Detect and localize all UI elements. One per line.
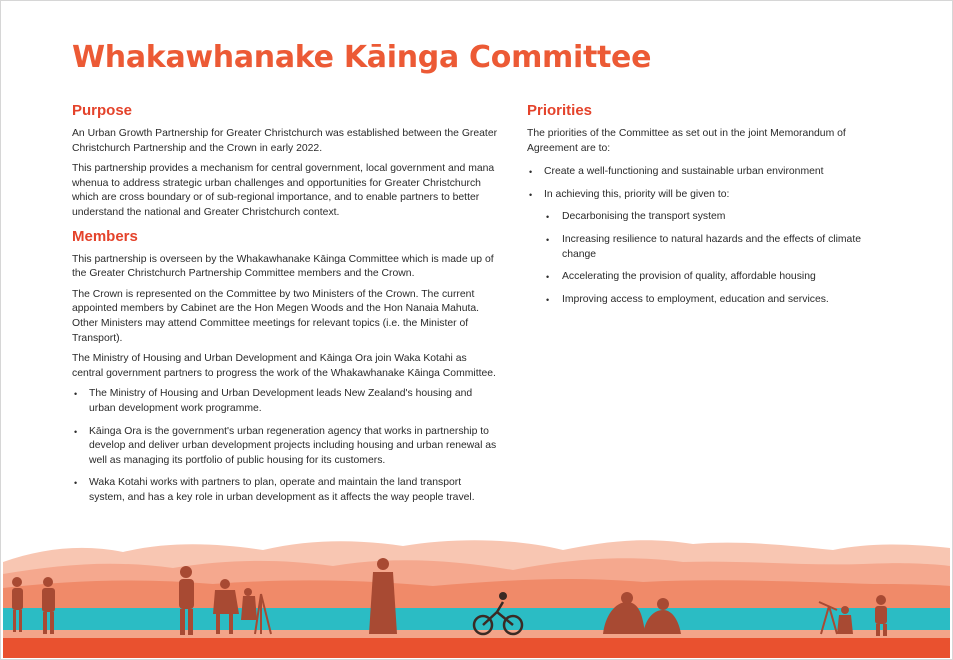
priorities-sub-list xyxy=(544,210,895,307)
priorities-bullet-text: In achieving this, priority will be given to: xyxy=(544,188,730,200)
purpose-paragraph: An Urban Growth Partnership for Greater Christchurch was established between the Greater Christchurch Partnership and the Crown in early 2022. xyxy=(72,128,498,154)
members-bullet-list xyxy=(72,387,498,505)
purpose-paragraph: This partnership provides a mechanism for central government, local government and mana whenua to address strategic urban challenges and opportunities for Greater Christchurch which are cross boundary or of sub-regional importance, and to enable partners to better understand the national and Greater Christchurch context. xyxy=(72,163,495,218)
purpose-heading: Purpose xyxy=(72,102,133,119)
priorities-bullet-list xyxy=(527,165,895,307)
priorities-sub-bullet: • Decarbonising the transport system xyxy=(544,210,895,225)
priorities-heading: Priorities xyxy=(527,102,593,119)
members-heading: Members xyxy=(72,227,138,245)
priorities-bullet xyxy=(527,188,895,308)
members-paragraph: The Crown is represented on the Committee by two Ministers of the Crown. The current appointed members by Cabinet are the Hon Megen Woods and the Hon Nanaia Mahuta. Other Ministers may attend Committee meetings for relevant topics (i.e. the Minister of Transport). xyxy=(72,288,480,344)
left-column xyxy=(72,101,498,513)
priorities-intro: The priorities of the Committee as set out in the joint Memorandum of Agreement are to: xyxy=(527,128,846,154)
priorities-sub-bullet: • Increasing resilience to natural hazards and the effects of climate change xyxy=(544,233,895,262)
page-title: Whakawhanake Kāinga Committee xyxy=(72,40,652,75)
priorities-sub-bullet: • Accelerating the provision of quality, affordable housing xyxy=(544,270,895,285)
priorities-bullet: • Create a well-functioning and sustainable urban environment xyxy=(527,165,895,180)
members-paragraph: The Ministry of Housing and Urban Development and Kāinga Ora join Waka Kotahi as central government partners to progress the work of the Whakawhanake Kāinga Committee. xyxy=(72,353,496,379)
priorities-sub-bullet: • Improving access to employment, education and services. xyxy=(544,293,895,308)
members-bullet: • Kāinga Ora is the government's urban regeneration agency that works in partnership to develop and deliver urban development projects including housing and urban renewal as well as managing its portfolio of public housing for its customers. xyxy=(72,425,498,469)
members-bullet: • The Ministry of Housing and Urban Development leads New Zealand's housing and urban development work programme. xyxy=(72,387,498,416)
members-bullet: • Waka Kotahi works with partners to plan, operate and maintain the land transport system, and has a key role in urban development as it affects the way people travel. xyxy=(72,476,498,505)
landscape-illustration xyxy=(3,530,950,658)
right-column xyxy=(527,101,895,315)
ground-band xyxy=(3,638,950,658)
members-paragraph: This partnership is overseen by the Whakawhanake Kāinga Committee which is made up of the Greater Christchurch Partnership Committee members and the Crown. xyxy=(72,253,494,280)
